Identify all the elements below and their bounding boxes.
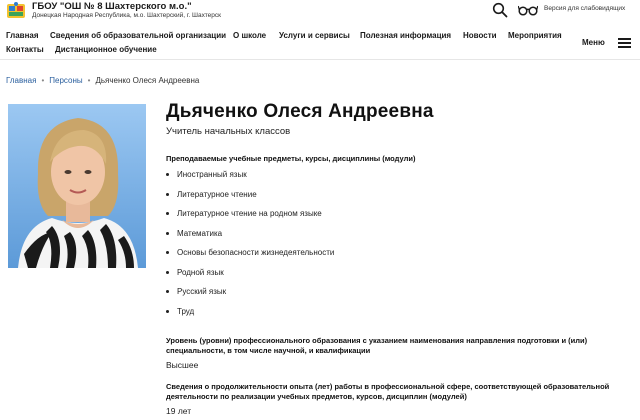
- nav-item-services[interactable]: Услуги и сервисы: [279, 31, 350, 40]
- main-navigation: [0, 26, 640, 60]
- experience-value: 19 лет: [166, 406, 192, 416]
- hamburger-menu-icon[interactable]: [618, 38, 631, 48]
- search-icon[interactable]: [492, 2, 508, 18]
- subjects-list: [166, 170, 466, 326]
- nav-item-news[interactable]: Новости: [463, 31, 497, 40]
- subject-item: Основы безопасности жизнедеятельности: [166, 248, 466, 268]
- education-heading: Уровень (уровни) профессионального образования с указанием наименования направления подготовки и (или) специальности, в том числе научной, и квалификации: [166, 336, 588, 355]
- subject-item: Литературное чтение на родном языке: [166, 209, 466, 229]
- glasses-icon[interactable]: [518, 3, 538, 17]
- breadcrumb-home-link[interactable]: Главная: [6, 76, 37, 85]
- person-photo: [8, 104, 146, 268]
- accessibility-version-link[interactable]: Версия для слабовидящих: [544, 5, 626, 12]
- subjects-heading: Преподаваемые учебные предметы, курсы, дисциплины (модули): [166, 154, 416, 163]
- breadcrumb: [6, 76, 199, 85]
- breadcrumb-separator: •: [87, 76, 91, 85]
- breadcrumb-current: Дьяченко Олеся Андреевна: [95, 76, 200, 85]
- breadcrumb-persons-link[interactable]: Персоны: [49, 76, 83, 85]
- school-address: Донецкая Народная Республика, м.о. Шахтерский, г. Шахтерск: [32, 12, 222, 19]
- nav-item-contacts[interactable]: Контакты: [6, 45, 44, 54]
- nav-item-useful-info[interactable]: Полезная информация: [360, 31, 452, 40]
- school-name[interactable]: ГБОУ "ОШ № 8 Шахтерского м.о.": [32, 1, 192, 12]
- subject-item: Литературное чтение: [166, 190, 466, 210]
- subject-item: Математика: [166, 229, 466, 249]
- person-position: Учитель начальных классов: [166, 126, 291, 137]
- nav-item-about-school[interactable]: О школе: [233, 31, 267, 40]
- subject-item: Русский язык: [166, 287, 466, 307]
- person-name-heading: Дьяченко Олеся Андреевна: [166, 101, 434, 122]
- nav-item-organization-info[interactable]: Сведения об образовательной организации: [50, 31, 227, 40]
- nav-item-home[interactable]: Главная: [6, 31, 39, 40]
- person-portrait-image: [8, 104, 146, 268]
- subject-item: Труд: [166, 307, 466, 327]
- top-bar: [0, 0, 640, 24]
- nav-item-events[interactable]: Мероприятия: [508, 31, 562, 40]
- education-value: Высшее: [166, 360, 199, 370]
- subject-item: Иностранный язык: [166, 170, 466, 190]
- menu-button-label[interactable]: Меню: [582, 38, 605, 47]
- nav-item-distance-learning[interactable]: Дистанционное обучение: [55, 45, 157, 54]
- experience-heading: Сведения о продолжительности опыта (лет) работы в профессиональной сфере, соответствующей образовательной деятельности по реализации учебных предметов, курсов, дисциплин (модулей): [166, 382, 610, 401]
- breadcrumb-separator: •: [41, 76, 45, 85]
- school-logo-icon[interactable]: [6, 1, 26, 21]
- subject-item: Родной язык: [166, 268, 466, 288]
